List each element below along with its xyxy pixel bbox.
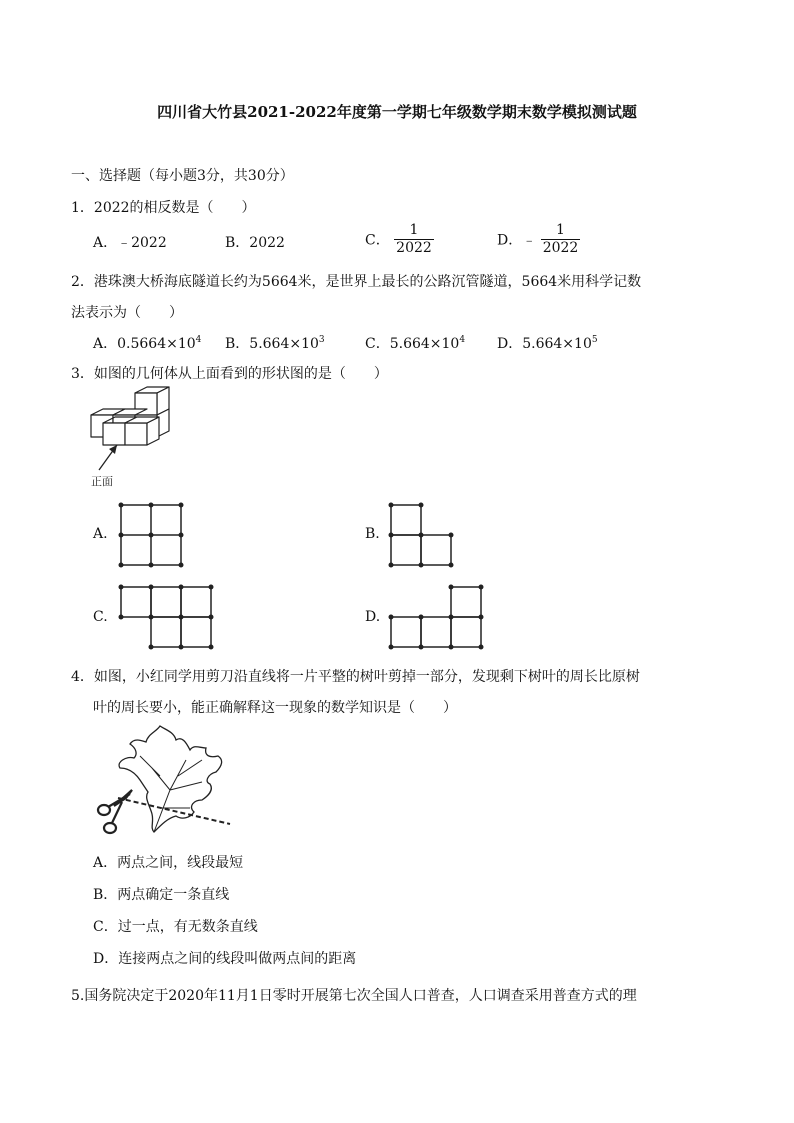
q3-option-c-figure — [118, 584, 214, 650]
q1-option-c — [365, 222, 434, 257]
q3-option-d-figure — [388, 584, 484, 650]
q2-option-b — [225, 333, 325, 353]
q3-stem: 3．如图的几何体从上面看到的形状图的是（ ） — [71, 366, 388, 382]
q2-option-d-base: D．5.664×10 — [497, 336, 592, 352]
q3-arrow-head — [109, 445, 117, 454]
section-heading: 一、选择题（每小题3分，共30分） — [71, 168, 294, 184]
q1-stem: 1．2022的相反数是（ ） — [71, 200, 256, 216]
q1-option-d-numerator: 1 — [541, 222, 581, 240]
q2-stem-line1: 2．港珠澳大桥海底隧道长约为5664米，是世界上最长的公路沉管隧道，5664米用科学记数 — [71, 274, 642, 290]
q2-option-a — [93, 333, 201, 353]
q3-option-b-label: B. — [365, 526, 380, 542]
q4-option-d: D．连接两点之间的线段叫做两点间的距离 — [93, 951, 357, 967]
q3-front-label: 正面 — [91, 475, 113, 488]
q2-option-b-exp: 3 — [318, 335, 325, 345]
q3-option-c-label: C. — [93, 609, 108, 625]
q2-stem-line2: 法表示为（ ） — [71, 305, 183, 321]
q1-option-c-fraction — [394, 222, 434, 257]
q1-option-c-label: C． — [365, 232, 390, 249]
q4-stem-line1: 4．如图，小红同学用剪刀沿直线将一片平整的树叶剪掉一部分，发现剩下树叶的周长比原树 — [71, 669, 640, 685]
q4-option-c: C．过一点，有无数条直线 — [93, 919, 258, 935]
q4-stem-line2: 叶的周长要小，能正确解释这一现象的数学知识是（ ） — [93, 700, 457, 716]
q4-option-a: A．两点之间，线段最短 — [93, 855, 244, 871]
q1-option-c-denominator: 2022 — [396, 240, 432, 256]
q3-option-a-label: A. — [93, 526, 108, 542]
q3-solid-figure — [85, 385, 185, 490]
q1-option-c-numerator: 1 — [394, 222, 434, 240]
q2-option-b-base: B．5.664×10 — [225, 336, 319, 352]
q3-option-d-label: D. — [365, 609, 381, 625]
q1-option-d — [497, 222, 580, 257]
q2-option-d — [497, 333, 598, 353]
q2-option-c-base: C．5.664×10 — [365, 336, 460, 352]
q3-option-a-figure — [118, 502, 184, 568]
q2-option-c — [365, 333, 465, 353]
q2-option-a-base: A．0.5664×10 — [93, 336, 196, 352]
page-title: 四川省大竹县2021-2022年度第一学期七年级数学期末数学模拟测试题 — [157, 103, 637, 121]
leaf-icon — [119, 726, 222, 832]
q3-option-b-figure — [388, 502, 454, 568]
q2-option-c-exp: 4 — [459, 335, 466, 345]
q4-leaf-scissors-figure — [90, 720, 235, 840]
q5-stem-line1: 5.国务院决定于2020年11月1日零时开展第七次全国人口普查，人口调查采用普查方式的理 — [71, 988, 637, 1004]
q1-option-d-denominator: 2022 — [542, 240, 579, 256]
q1-option-b: B．2022 — [225, 235, 285, 251]
q4-option-b: B．两点确定一条直线 — [93, 887, 230, 903]
scissors-icon — [98, 790, 132, 833]
q2-option-a-exp: 4 — [195, 335, 202, 345]
q2-option-d-exp: 5 — [591, 335, 598, 345]
q1-option-a: A．﹣2022 — [93, 235, 167, 251]
q1-option-d-label: D．﹣ — [497, 232, 537, 249]
q1-option-d-fraction — [541, 222, 581, 257]
